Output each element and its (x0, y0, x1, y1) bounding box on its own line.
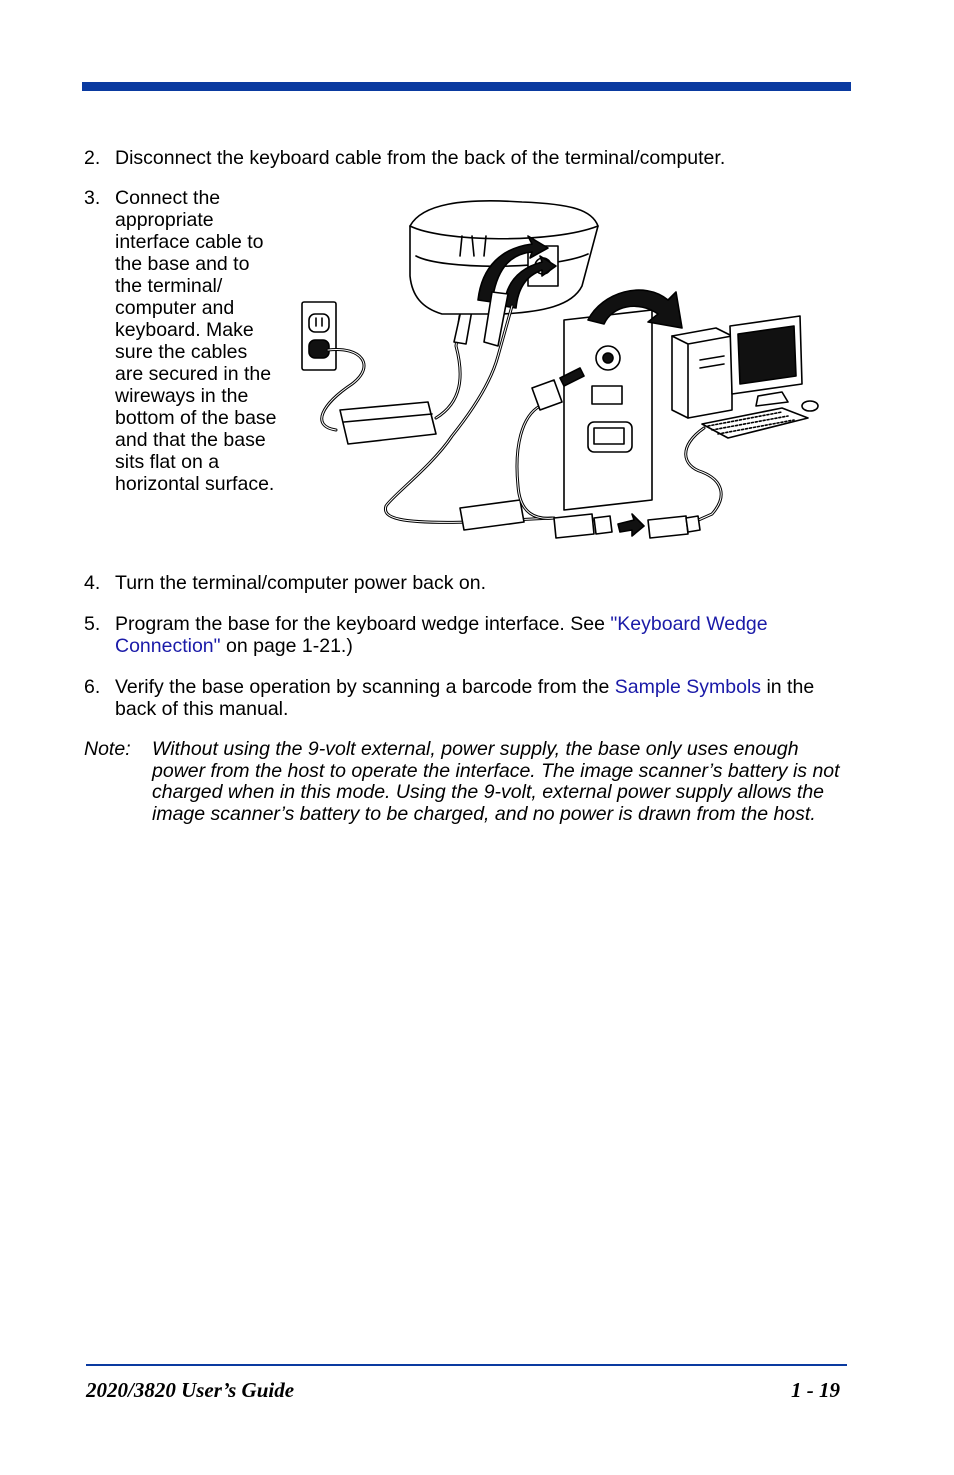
step-text: Connect the appropriate interface cable to the base and to the terminal/ computer and keyboard. Make sure the cables are secured in the wireways in the bottom of the base and that the base sits flat on a horizontal surface. (115, 187, 277, 495)
wall-outlet-icon (302, 302, 336, 370)
step-text: Turn the terminal/computer power back on. (115, 572, 487, 594)
keyboard-wedge-connection-link[interactable]: "Keyboard Wedge Connection" (115, 613, 768, 657)
step-number: 4. (84, 572, 101, 594)
note-text: Without using the 9-volt external, power supply, the base only uses enough power from the host to operate the interface. The image scanner’s battery is not charged when in this mode. Using the 9-volt, external power supply allows the image scanner’s battery to be charged, and no power is drawn from the host. (152, 738, 840, 825)
step-text: Disconnect the keyboard cable from the back of the terminal/computer. (115, 147, 726, 169)
footer-title: 2020/3820 User’s Guide (86, 1378, 295, 1402)
sample-symbols-link[interactable]: Sample Symbols (614, 676, 762, 698)
step-number: 2. (84, 147, 101, 169)
computer-back-panel (564, 310, 652, 510)
step-text-pre: Verify the base operation by scanning a barcode from the (115, 676, 615, 698)
step-text (115, 676, 850, 720)
step-text-post: in the back of this manual. (115, 676, 815, 720)
footer-rule (86, 1364, 847, 1366)
header-rule (82, 82, 851, 91)
note-label: Note: (84, 738, 131, 760)
step-number: 5. (84, 613, 101, 635)
step-text-post: on page 1-21.) (220, 635, 353, 657)
step-text-pre: Program the base for the keyboard wedge interface. See (115, 613, 611, 635)
step-number: 3. (84, 187, 101, 209)
computer-icon (672, 316, 818, 438)
power-supply-icon (340, 402, 436, 444)
step-number: 6. (84, 676, 101, 698)
connection-illustration (292, 196, 824, 540)
step-text (115, 613, 850, 657)
page-number: 1 - 19 (791, 1378, 840, 1402)
